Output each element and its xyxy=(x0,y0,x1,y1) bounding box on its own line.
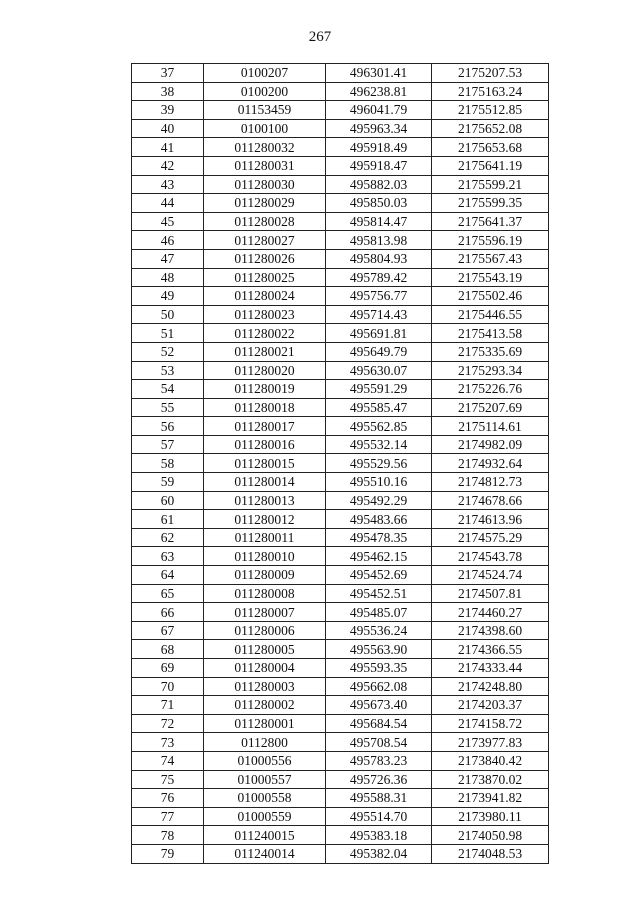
point-number-cell: 59 xyxy=(132,473,204,492)
x-coordinate-cell: 495562.85 xyxy=(326,417,432,436)
point-code-cell: 011280001 xyxy=(204,714,326,733)
x-coordinate-cell: 495588.31 xyxy=(326,789,432,808)
x-coordinate-cell: 495918.49 xyxy=(326,138,432,157)
table-row xyxy=(132,677,549,696)
y-coordinate-cell: 2174333.44 xyxy=(432,659,549,678)
x-coordinate-cell: 495514.70 xyxy=(326,807,432,826)
point-number-cell: 67 xyxy=(132,621,204,640)
y-coordinate-cell: 2175226.76 xyxy=(432,380,549,399)
point-code-cell: 011280009 xyxy=(204,566,326,585)
point-code-cell: 011280003 xyxy=(204,677,326,696)
table-row xyxy=(132,435,549,454)
table-row xyxy=(132,398,549,417)
point-code-cell: 011280006 xyxy=(204,621,326,640)
point-code-cell: 011280032 xyxy=(204,138,326,157)
table-row xyxy=(132,454,549,473)
y-coordinate-cell: 2175335.69 xyxy=(432,342,549,361)
table-row xyxy=(132,361,549,380)
point-code-cell: 011280019 xyxy=(204,380,326,399)
y-coordinate-cell: 2175114.61 xyxy=(432,417,549,436)
table-row xyxy=(132,324,549,343)
point-number-cell: 47 xyxy=(132,249,204,268)
y-coordinate-cell: 2174613.96 xyxy=(432,510,549,529)
table-row xyxy=(132,342,549,361)
x-coordinate-cell: 495673.40 xyxy=(326,696,432,715)
table-row xyxy=(132,659,549,678)
point-number-cell: 42 xyxy=(132,156,204,175)
point-number-cell: 65 xyxy=(132,584,204,603)
point-code-cell: 011280024 xyxy=(204,287,326,306)
y-coordinate-cell: 2174982.09 xyxy=(432,435,549,454)
point-number-cell: 37 xyxy=(132,64,204,83)
point-number-cell: 72 xyxy=(132,714,204,733)
point-number-cell: 58 xyxy=(132,454,204,473)
point-number-cell: 56 xyxy=(132,417,204,436)
point-number-cell: 74 xyxy=(132,751,204,770)
point-number-cell: 38 xyxy=(132,82,204,101)
point-code-cell: 011280023 xyxy=(204,305,326,324)
x-coordinate-cell: 495813.98 xyxy=(326,231,432,250)
x-coordinate-cell: 495684.54 xyxy=(326,714,432,733)
point-code-cell: 011280027 xyxy=(204,231,326,250)
y-coordinate-cell: 2175207.53 xyxy=(432,64,549,83)
point-number-cell: 48 xyxy=(132,268,204,287)
table-row xyxy=(132,380,549,399)
table-row xyxy=(132,844,549,863)
point-code-cell: 011280022 xyxy=(204,324,326,343)
point-number-cell: 41 xyxy=(132,138,204,157)
x-coordinate-cell: 495382.04 xyxy=(326,844,432,863)
point-number-cell: 43 xyxy=(132,175,204,194)
point-code-cell: 01000558 xyxy=(204,789,326,808)
y-coordinate-cell: 2175567.43 xyxy=(432,249,549,268)
coordinates-table-body xyxy=(132,64,549,864)
point-number-cell: 66 xyxy=(132,603,204,622)
x-coordinate-cell: 496041.79 xyxy=(326,101,432,120)
x-coordinate-cell: 495814.47 xyxy=(326,212,432,231)
y-coordinate-cell: 2175599.21 xyxy=(432,175,549,194)
x-coordinate-cell: 495804.93 xyxy=(326,249,432,268)
point-code-cell: 011280030 xyxy=(204,175,326,194)
point-code-cell: 011280021 xyxy=(204,342,326,361)
point-code-cell: 011280013 xyxy=(204,491,326,510)
x-coordinate-cell: 495462.15 xyxy=(326,547,432,566)
point-number-cell: 60 xyxy=(132,491,204,510)
point-number-cell: 62 xyxy=(132,528,204,547)
point-number-cell: 40 xyxy=(132,119,204,138)
x-coordinate-cell: 496238.81 xyxy=(326,82,432,101)
y-coordinate-cell: 2174932.64 xyxy=(432,454,549,473)
table-row xyxy=(132,491,549,510)
y-coordinate-cell: 2174048.53 xyxy=(432,844,549,863)
x-coordinate-cell: 495532.14 xyxy=(326,435,432,454)
y-coordinate-cell: 2173980.11 xyxy=(432,807,549,826)
point-code-cell: 011280015 xyxy=(204,454,326,473)
point-code-cell: 011280002 xyxy=(204,696,326,715)
point-number-cell: 79 xyxy=(132,844,204,863)
point-number-cell: 68 xyxy=(132,640,204,659)
point-code-cell: 011280017 xyxy=(204,417,326,436)
point-number-cell: 71 xyxy=(132,696,204,715)
y-coordinate-cell: 2174203.37 xyxy=(432,696,549,715)
point-code-cell: 011280014 xyxy=(204,473,326,492)
y-coordinate-cell: 2174460.27 xyxy=(432,603,549,622)
point-number-cell: 64 xyxy=(132,566,204,585)
table-row xyxy=(132,789,549,808)
y-coordinate-cell: 2175293.34 xyxy=(432,361,549,380)
point-code-cell: 0100207 xyxy=(204,64,326,83)
table-row xyxy=(132,194,549,213)
point-number-cell: 44 xyxy=(132,194,204,213)
point-code-cell: 011240014 xyxy=(204,844,326,863)
y-coordinate-cell: 2174366.55 xyxy=(432,640,549,659)
point-number-cell: 54 xyxy=(132,380,204,399)
point-code-cell: 0100200 xyxy=(204,82,326,101)
point-number-cell: 52 xyxy=(132,342,204,361)
x-coordinate-cell: 495563.90 xyxy=(326,640,432,659)
x-coordinate-cell: 495585.47 xyxy=(326,398,432,417)
y-coordinate-cell: 2174248.80 xyxy=(432,677,549,696)
table-row xyxy=(132,547,549,566)
x-coordinate-cell: 495918.47 xyxy=(326,156,432,175)
table-row xyxy=(132,770,549,789)
y-coordinate-cell: 2174398.60 xyxy=(432,621,549,640)
y-coordinate-cell: 2175599.35 xyxy=(432,194,549,213)
y-coordinate-cell: 2175446.55 xyxy=(432,305,549,324)
x-coordinate-cell: 495882.03 xyxy=(326,175,432,194)
table-row xyxy=(132,807,549,826)
y-coordinate-cell: 2174507.81 xyxy=(432,584,549,603)
table-row xyxy=(132,156,549,175)
point-number-cell: 63 xyxy=(132,547,204,566)
table-row xyxy=(132,696,549,715)
point-code-cell: 011280007 xyxy=(204,603,326,622)
point-number-cell: 50 xyxy=(132,305,204,324)
table-row xyxy=(132,287,549,306)
point-code-cell: 011280016 xyxy=(204,435,326,454)
table-row xyxy=(132,268,549,287)
table-row xyxy=(132,64,549,83)
point-code-cell: 011280031 xyxy=(204,156,326,175)
x-coordinate-cell: 495485.07 xyxy=(326,603,432,622)
x-coordinate-cell: 495492.29 xyxy=(326,491,432,510)
point-number-cell: 53 xyxy=(132,361,204,380)
x-coordinate-cell: 495510.16 xyxy=(326,473,432,492)
point-code-cell: 01000557 xyxy=(204,770,326,789)
table-row xyxy=(132,621,549,640)
point-code-cell: 01000559 xyxy=(204,807,326,826)
x-coordinate-cell: 495452.51 xyxy=(326,584,432,603)
y-coordinate-cell: 2174050.98 xyxy=(432,826,549,845)
point-code-cell: 011280028 xyxy=(204,212,326,231)
table-row xyxy=(132,101,549,120)
table-row xyxy=(132,751,549,770)
x-coordinate-cell: 495630.07 xyxy=(326,361,432,380)
y-coordinate-cell: 2174543.78 xyxy=(432,547,549,566)
point-number-cell: 51 xyxy=(132,324,204,343)
x-coordinate-cell: 495789.42 xyxy=(326,268,432,287)
y-coordinate-cell: 2175163.24 xyxy=(432,82,549,101)
y-coordinate-cell: 2175207.69 xyxy=(432,398,549,417)
table-row xyxy=(132,82,549,101)
y-coordinate-cell: 2175641.37 xyxy=(432,212,549,231)
table-row xyxy=(132,212,549,231)
x-coordinate-cell: 495383.18 xyxy=(326,826,432,845)
point-number-cell: 39 xyxy=(132,101,204,120)
y-coordinate-cell: 2175652.08 xyxy=(432,119,549,138)
point-code-cell: 011280011 xyxy=(204,528,326,547)
y-coordinate-cell: 2175653.68 xyxy=(432,138,549,157)
y-coordinate-cell: 2173870.02 xyxy=(432,770,549,789)
y-coordinate-cell: 2174812.73 xyxy=(432,473,549,492)
table-row xyxy=(132,119,549,138)
x-coordinate-cell: 495850.03 xyxy=(326,194,432,213)
point-number-cell: 69 xyxy=(132,659,204,678)
y-coordinate-cell: 2175512.85 xyxy=(432,101,549,120)
point-code-cell: 011280012 xyxy=(204,510,326,529)
table-row xyxy=(132,528,549,547)
table-row xyxy=(132,473,549,492)
point-code-cell: 01000556 xyxy=(204,751,326,770)
y-coordinate-cell: 2173977.83 xyxy=(432,733,549,752)
y-coordinate-cell: 2175413.58 xyxy=(432,324,549,343)
point-code-cell: 011280029 xyxy=(204,194,326,213)
point-code-cell: 011280004 xyxy=(204,659,326,678)
table-row xyxy=(132,417,549,436)
point-code-cell: 011280005 xyxy=(204,640,326,659)
table-row xyxy=(132,603,549,622)
y-coordinate-cell: 2174575.29 xyxy=(432,528,549,547)
table-row xyxy=(132,231,549,250)
point-code-cell: 011280020 xyxy=(204,361,326,380)
x-coordinate-cell: 495783.23 xyxy=(326,751,432,770)
point-number-cell: 46 xyxy=(132,231,204,250)
table-row xyxy=(132,733,549,752)
y-coordinate-cell: 2173840.42 xyxy=(432,751,549,770)
table-row xyxy=(132,138,549,157)
point-number-cell: 45 xyxy=(132,212,204,231)
y-coordinate-cell: 2175502.46 xyxy=(432,287,549,306)
point-number-cell: 77 xyxy=(132,807,204,826)
table-row xyxy=(132,640,549,659)
x-coordinate-cell: 495452.69 xyxy=(326,566,432,585)
point-number-cell: 76 xyxy=(132,789,204,808)
table-row xyxy=(132,584,549,603)
table-row xyxy=(132,305,549,324)
point-number-cell: 75 xyxy=(132,770,204,789)
x-coordinate-cell: 495478.35 xyxy=(326,528,432,547)
y-coordinate-cell: 2175641.19 xyxy=(432,156,549,175)
coordinates-table xyxy=(131,63,549,864)
y-coordinate-cell: 2174158.72 xyxy=(432,714,549,733)
point-code-cell: 011280010 xyxy=(204,547,326,566)
table-row xyxy=(132,566,549,585)
x-coordinate-cell: 495593.35 xyxy=(326,659,432,678)
point-number-cell: 70 xyxy=(132,677,204,696)
point-number-cell: 55 xyxy=(132,398,204,417)
point-code-cell: 0112800 xyxy=(204,733,326,752)
point-code-cell: 011280026 xyxy=(204,249,326,268)
table-row xyxy=(132,249,549,268)
x-coordinate-cell: 495726.36 xyxy=(326,770,432,789)
y-coordinate-cell: 2173941.82 xyxy=(432,789,549,808)
point-code-cell: 011280018 xyxy=(204,398,326,417)
point-code-cell: 011240015 xyxy=(204,826,326,845)
y-coordinate-cell: 2174524.74 xyxy=(432,566,549,585)
x-coordinate-cell: 495529.56 xyxy=(326,454,432,473)
y-coordinate-cell: 2175543.19 xyxy=(432,268,549,287)
table-row xyxy=(132,714,549,733)
y-coordinate-cell: 2175596.19 xyxy=(432,231,549,250)
table-row xyxy=(132,175,549,194)
point-number-cell: 57 xyxy=(132,435,204,454)
point-code-cell: 01153459 xyxy=(204,101,326,120)
point-code-cell: 0100100 xyxy=(204,119,326,138)
point-code-cell: 011280025 xyxy=(204,268,326,287)
x-coordinate-cell: 495591.29 xyxy=(326,380,432,399)
page-number: 267 xyxy=(308,29,332,45)
x-coordinate-cell: 495708.54 xyxy=(326,733,432,752)
point-number-cell: 78 xyxy=(132,826,204,845)
x-coordinate-cell: 495963.34 xyxy=(326,119,432,138)
point-code-cell: 011280008 xyxy=(204,584,326,603)
x-coordinate-cell: 495691.81 xyxy=(326,324,432,343)
point-number-cell: 73 xyxy=(132,733,204,752)
y-coordinate-cell: 2174678.66 xyxy=(432,491,549,510)
x-coordinate-cell: 495756.77 xyxy=(326,287,432,306)
x-coordinate-cell: 495649.79 xyxy=(326,342,432,361)
x-coordinate-cell: 496301.41 xyxy=(326,64,432,83)
x-coordinate-cell: 495714.43 xyxy=(326,305,432,324)
x-coordinate-cell: 495662.08 xyxy=(326,677,432,696)
point-number-cell: 49 xyxy=(132,287,204,306)
point-number-cell: 61 xyxy=(132,510,204,529)
x-coordinate-cell: 495536.24 xyxy=(326,621,432,640)
table-row xyxy=(132,826,549,845)
table-row xyxy=(132,510,549,529)
x-coordinate-cell: 495483.66 xyxy=(326,510,432,529)
